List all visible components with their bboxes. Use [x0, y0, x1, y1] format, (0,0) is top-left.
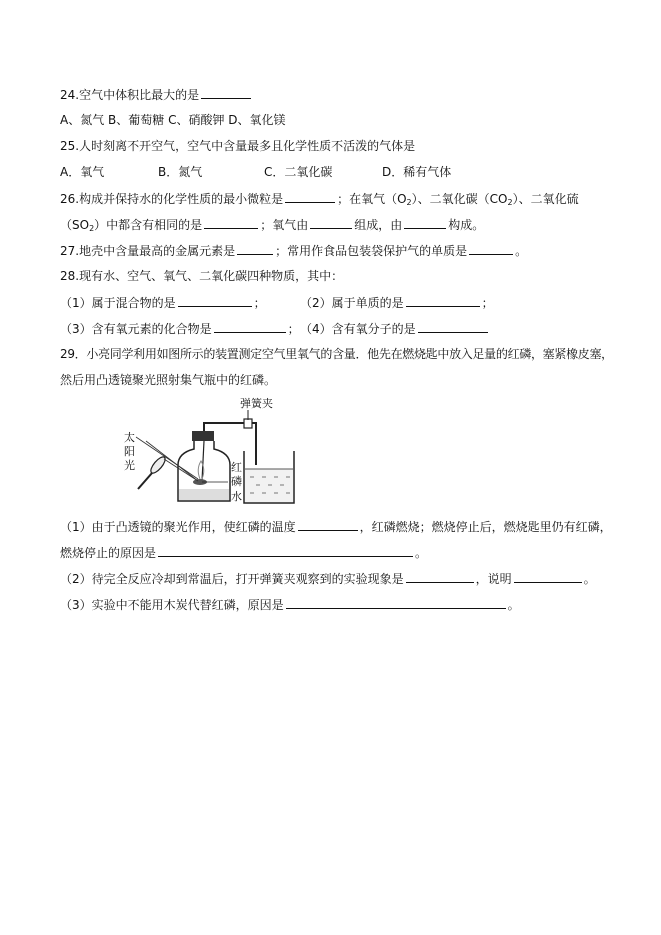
q27-line	[60, 242, 527, 259]
q26-text6: ）中都含有相同的是	[94, 218, 203, 232]
q29-sub1-line1	[60, 518, 612, 535]
q28-item3: （3）含有氧元素的化合物是	[60, 322, 212, 336]
q26-text3: ）、二氧化碳（CO	[411, 192, 508, 206]
q28-row1	[60, 294, 494, 311]
q28-stem: 28.现有水、空气、氧气、二氧化碳四种物质，其中：	[60, 269, 344, 283]
q28-blank2[interactable]	[406, 294, 480, 307]
lens-handle	[138, 473, 152, 489]
q24-stem-line	[60, 86, 253, 103]
q29-sub2-line	[60, 570, 596, 587]
q25-stem: 25.人时刻离不开空气，空气中含量最多且化学性质不活泼的气体是	[60, 139, 416, 153]
q29-sub1-line2	[60, 544, 427, 561]
q29-sub1-text-a: （1）由于凸透镜的聚光作用，使红磷的温度	[60, 520, 296, 534]
q29-sub3-text-b: 。	[507, 598, 520, 612]
q25-option-a: A．氧气	[60, 165, 105, 179]
q24-options: A、氮气 B、葡萄糖 C、硝酸钾 D、氧化镁	[60, 113, 286, 127]
q26-sub-so2: 2	[89, 224, 95, 233]
q29-sub2-text-a: （2）待完全反应冷却到常温后，打开弹簧夹观察到的实验现象是	[60, 572, 404, 586]
q28-item1: （1）属于混合物的是	[60, 296, 176, 310]
spring-clip	[244, 419, 252, 428]
q26-sub-co2: 2	[507, 198, 513, 207]
convex-lens	[149, 455, 168, 475]
q29-sub1-text-b: ，红磷燃烧；燃烧停止后，燃烧匙里仍有红磷，	[359, 520, 612, 534]
q29-sub1-text-c: 燃烧停止的原因是	[60, 546, 157, 560]
label-sun-3: 光	[124, 459, 135, 472]
q28-sep3: ；	[287, 322, 300, 336]
q29-sub1-blank2[interactable]	[158, 544, 413, 557]
label-sun-1: 太	[124, 431, 135, 444]
q27-text1: 27.地壳中含量最高的金属元素是	[60, 244, 236, 258]
q29-sub1-text-d: 。	[415, 546, 428, 560]
q26-blank3[interactable]	[310, 216, 352, 229]
rubber-stopper	[192, 431, 214, 441]
q28-sep1: ；	[253, 296, 266, 310]
label-spring-clip: 弹簧夹	[240, 397, 273, 410]
q28-item3-wrap	[60, 320, 300, 337]
q29-sub3-text-a: （3）实验中不能用木炭代替红磷，原因是	[60, 598, 284, 612]
q26-blank2[interactable]	[204, 216, 258, 229]
q27-blank1[interactable]	[237, 242, 273, 255]
q26-blank4[interactable]	[404, 216, 446, 229]
q29-sub2-blank1[interactable]	[406, 570, 474, 583]
q26-line1	[60, 190, 579, 211]
q25-option-d: D．稀有气体	[382, 165, 452, 179]
q26-text9: 构成。	[448, 218, 485, 232]
q25-options	[60, 164, 451, 180]
q25-option-b: B．氮气	[158, 165, 203, 179]
label-sun-2: 阳	[124, 445, 135, 458]
q26-line2	[60, 216, 484, 237]
q29-stem1: 29．小亮同学利用如图所示的装置测定空气里氧气的含量．他先在燃烧匙中放入足量的红磷，塞紧橡皮塞，	[60, 347, 613, 361]
q28-item1-wrap	[60, 294, 300, 311]
q28-row2	[60, 320, 490, 337]
label-phosphorus-2: 磷	[231, 475, 242, 488]
q29-sub2-text-c: 。	[583, 572, 596, 586]
label-water: 水	[231, 490, 242, 503]
label-phosphorus-1: 红	[231, 461, 242, 474]
q26-text4: ）、二氧化硫	[512, 192, 579, 206]
q29-stem2: 然后用凸透镜聚光照射集气瓶中的红磷。	[60, 373, 277, 387]
q26-text2: ；在氧气（O	[337, 192, 407, 206]
q27-text2: ；常用作食品包装袋保护气的单质是	[275, 244, 468, 258]
q24-stem: 24.空气中体积比最大的是	[60, 88, 200, 102]
q27-blank2[interactable]	[469, 242, 513, 255]
q28-blank3[interactable]	[214, 320, 286, 333]
q26-text1: 26.构成并保持水的化学性质的最小微粒是	[60, 192, 284, 206]
q26-sub-o2: 2	[406, 198, 412, 207]
q29-sub2-blank2[interactable]	[514, 570, 582, 583]
q28-blank4[interactable]	[418, 320, 488, 333]
q28-item2: （2）属于单质的是	[300, 296, 404, 310]
q29-sub1-blank1[interactable]	[298, 518, 358, 531]
q26-text5: （SO	[60, 218, 90, 232]
q28-blank1[interactable]	[178, 294, 252, 307]
q28-item4: （4）含有氧分子的是	[300, 322, 416, 336]
q26-text7: ；氧气由	[260, 218, 309, 232]
q29-sub3-line	[60, 596, 520, 613]
q26-text8: 组成，由	[354, 218, 403, 232]
q26-blank1[interactable]	[285, 190, 335, 203]
q24-blank[interactable]	[201, 86, 251, 99]
q29-sub2-text-b: ，说明	[475, 572, 512, 586]
q28-sep2: ；	[481, 296, 494, 310]
experiment-apparatus-diagram	[118, 393, 308, 511]
q25-option-c: C．二氧化碳	[264, 165, 333, 179]
q29-sub3-blank[interactable]	[286, 596, 506, 609]
q27-text3: 。	[515, 244, 528, 258]
bottle-water	[179, 489, 229, 500]
